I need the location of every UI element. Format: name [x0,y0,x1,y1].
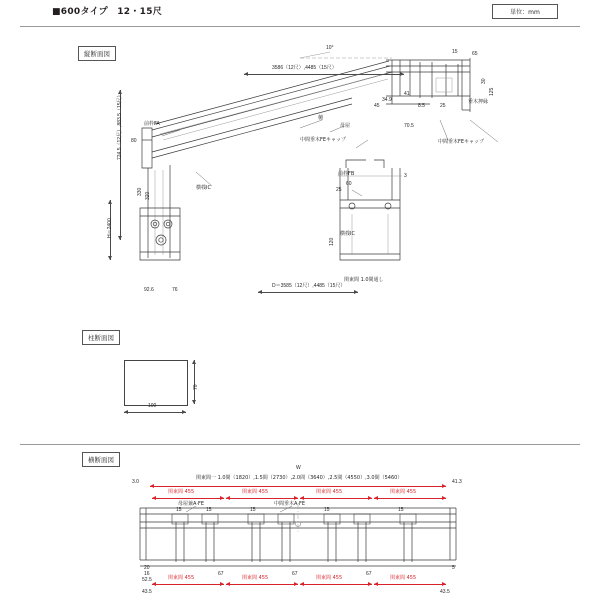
dim-76-label: 76 [172,287,178,293]
dim-r-25b: 25 [336,187,342,193]
label-gutter: 樋 [318,115,324,121]
dim-r-15: 15 [452,49,458,55]
dim-bay-b2-label: 関東間 455 [242,575,269,581]
dim-r-120: 120 [329,237,335,246]
dim-r-30: 30 [481,78,487,84]
label-front-frame-fb: 前枠FB [338,171,355,177]
dim-edge-right: 41.3 [452,479,462,485]
label-mid-rafter-a-fe: 中間垂木A·FE [274,501,306,507]
view-label-column: 柱断面図 [82,330,120,345]
dim-bay-4 [374,498,446,499]
dim-top-span-label: 3586（12尺）,4485（15尺） [272,65,337,71]
dim-edge-left: 3.0 [132,479,139,485]
dim-bay-3 [300,498,372,499]
dim-15-b: 15 [250,507,256,513]
dim-bay-b1 [152,584,224,585]
label-rafter-cap-right: 中間垂木FEキャップ [438,139,485,145]
dim-r-45: 45 [374,103,380,109]
dim-span-note-label: 関東間一 1.0間（1820）,1.5間（2730）,2.0間（3640）,2.5間（4550）,3.0間（5460） [196,475,403,481]
dim-r-3: 3 [404,173,407,179]
dim-67-c: 67 [366,571,372,577]
dim-5: 5 [452,565,455,571]
dim-bay-b1-label: 関東間 455 [168,575,195,581]
dim-bay-b3 [300,584,372,585]
view-label-vertical: 縦断面図 [78,46,116,61]
label-cross-rail-ic-2: 横桟IC [340,231,355,237]
label-purlin-moya: 母屋 [340,123,351,129]
dim-15-a: 15 [176,507,182,513]
dim-bay-2 [226,498,298,499]
dim-16: 16 [144,571,150,577]
dim-eave-height-label: 724.5（12尺）,883.5（15尺） [117,92,123,160]
page-title: ■600タイプ 12・15尺 [52,7,163,17]
label-cross-rail-ic-1: 横桟IC [196,185,211,191]
dim-15-c: 15 [324,507,330,513]
dim-bay-1 [152,498,224,499]
dim-525: 52.5 [142,577,152,583]
dim-bay-b4 [374,584,446,585]
dim-overall-w [150,486,446,487]
dim-bay-b2 [226,584,298,585]
unit-box: 単位：mm [492,4,558,19]
dim-r-705: 70.5 [404,123,414,129]
dim-bay-4-label: 関東間 455 [390,489,417,495]
label-purlin-a-fe: 母屋兼A·FE [178,501,205,507]
dim-angle-label: 10° [326,45,334,51]
dim-column-height-label: H＝2400 [107,218,113,238]
dim-330-label: 330 [137,187,143,196]
dim-overall-w-label: W [296,465,301,471]
dim-15-e: 15 [206,507,212,513]
dim-r-85: 8.5 [418,103,425,109]
dim-435-left: 43.5 [142,589,152,595]
dim-435-right: 43.5 [440,589,450,595]
dim-r-41: 41 [404,91,410,97]
dim-column-width-label: 100 [148,403,157,409]
label-kantouma-note: 関東間 1.0間通し [344,277,384,283]
dim-92-6-label: 92.6 [144,287,154,293]
dim-67-b: 67 [292,571,298,577]
dim-bay-b3-label: 関東間 455 [316,575,343,581]
label-front-frame-fa: 前枠FA [144,121,160,127]
dim-15-d: 15 [398,507,404,513]
dim-20: 20 [144,565,150,571]
dim-bay-b4-label: 関東間 455 [390,575,417,581]
dim-r-60: 60 [346,181,352,187]
dim-column-depth-label: 70 [193,384,199,390]
dim-67-a: 67 [218,571,224,577]
dim-320-label: 320 [145,191,151,200]
label-rafter-batten: 垂木押縁 [468,99,489,105]
dim-r-25: 25 [440,103,446,109]
dim-bay-2-label: 関東間 455 [242,489,269,495]
dim-80-label: 80 [131,138,137,144]
dim-r-349: 34.9 [382,97,392,103]
dim-r-65: 65 [472,51,478,57]
dim-bottom-span-label: D＝3585（12尺）,4485（15尺） [272,283,346,289]
dim-r-125: 125 [489,87,495,96]
dim-bay-3-label: 関東間 455 [316,489,343,495]
view-label-cross: 横断面図 [82,452,120,467]
dim-bay-1-label: 関東間 455 [168,489,195,495]
label-rafter-cap-mid: 中間垂木FEキャップ [300,137,347,143]
